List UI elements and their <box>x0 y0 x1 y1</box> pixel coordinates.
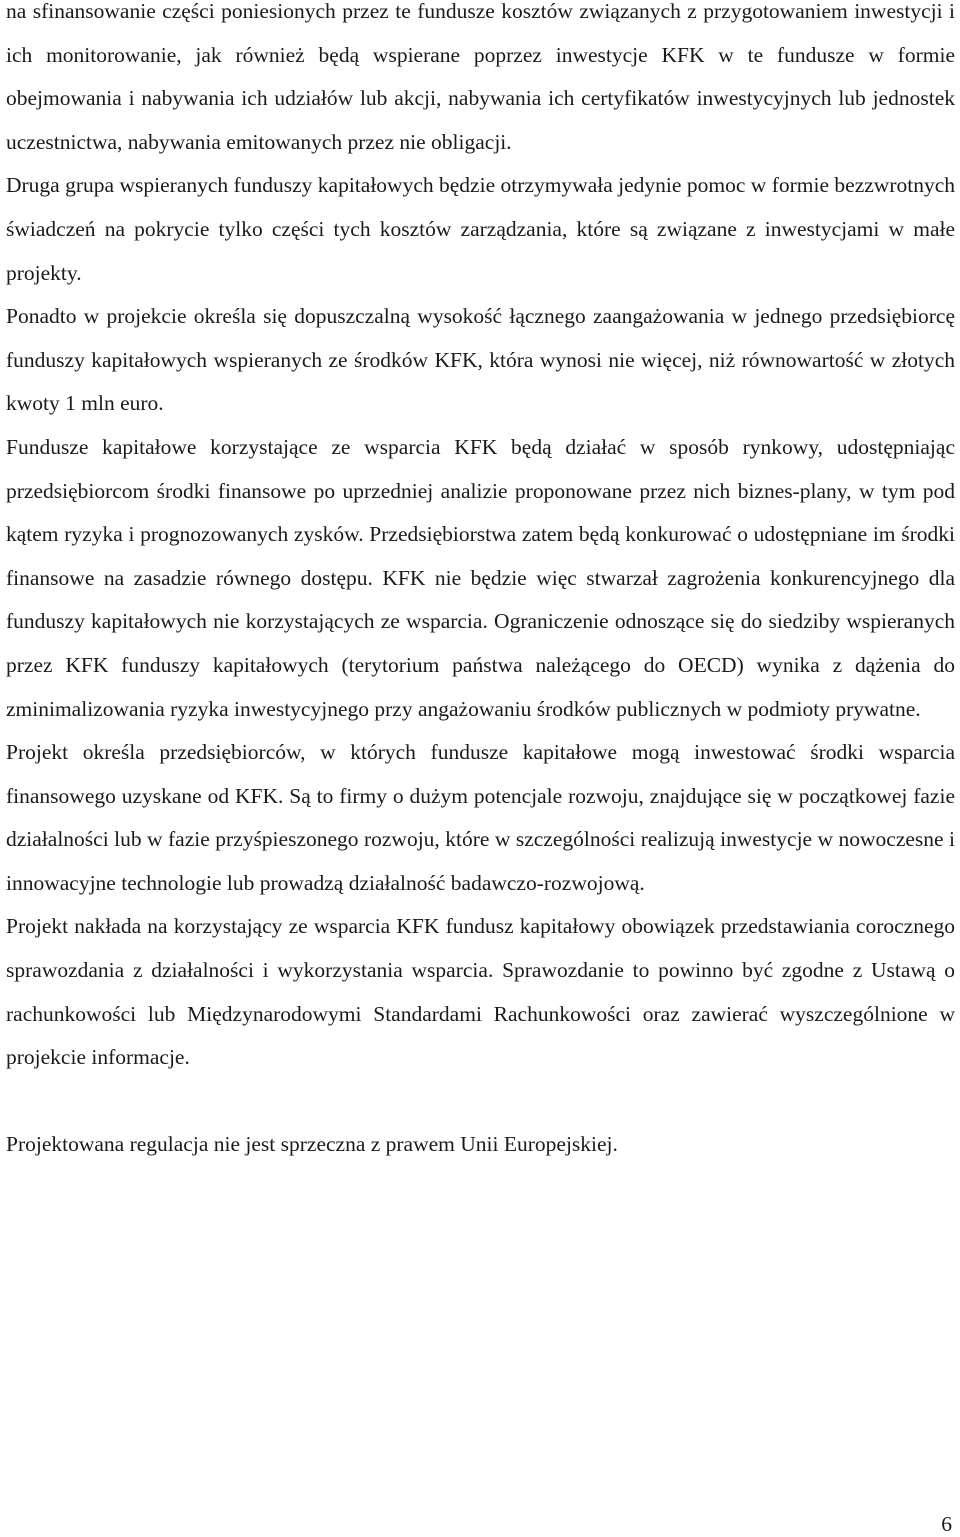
paragraph-market-operation: Fundusze kapitałowe korzystające ze wsparcia KFK będą działać w sposób rynkowy, udostępniając przedsiębiorcom środki finansowe po uprzedniej analizie proponowane przez nich biznes-plany, w tym pod kątem ryzyka i prognozowanych zysków. Przedsiębiorstwa zatem będą konkurować o udostępniane im środki finansowe na zasadzie równego dostępu. KFK nie będzie więc stwarzał zagrożenia konkurencyjnego dla funduszy kapitałowych nie korzystających ze wsparcia. Ograniczenie odnoszące się do siedziby wspieranych przez KFK funduszy kapitałowych (terytorium państwa należącego do OECD) wynika z dążenia do zminimalizowania ryzyka inwestycyjnego przy angażowaniu środków publicznych w podmioty prywatne. <box>6 434 955 721</box>
paragraph-eligible-entrepreneurs: Projekt określa przedsiębiorców, w których fundusze kapitałowe mogą inwestować środki wsparcia finansowego uzyskane od KFK. Są to firmy o dużym potencjale rozwoju, znajdujące się w początkowej fazie działalności lub w fazie przyśpieszonego rozwoju, które w szczególności realizują inwestycje w nowoczesne i innowacyjne technologie lub prowadzą działalność badawczo-rozwojową. <box>6 740 955 895</box>
paragraph-investment-limit: Ponadto w projekcie określa się dopuszczalną wysokość łącznego zaangażowania w jednego przedsiębiorcę funduszy kapitałowych wspieranych ze środków KFK, która wynosi nie więcej, niż równowartość w złotych kwoty 1 mln euro. <box>6 304 955 416</box>
paragraph-eu-compliance: Projektowana regulacja nie jest sprzeczna z prawem Unii Europejskiej. <box>6 1131 618 1156</box>
document-body <box>6 0 955 1166</box>
paragraph-financing-continuation: na sfinansowanie części poniesionych przez te fundusze kosztów związanych z przygotowaniem inwestycji i ich monitorowanie, jak również będą wspierane poprzez inwestycje KFK w te fundusze w formie obejmowania i nabywania ich udziałów lub akcji, nabywania ich certyfikatów inwestycyjnych lub jednostek uczestnictwa, nabywania emitowanych przez nie obligacji. <box>6 0 955 154</box>
page-number: 6 <box>941 1512 952 1536</box>
paragraph-second-fund-group: Druga grupa wspieranych funduszy kapitałowych będzie otrzymywała jedynie pomoc w formie bezzwrotnych świadczeń na pokrycie tylko części tych kosztów zarządzania, które są związane z inwestycjami w małe projekty. <box>6 173 955 285</box>
paragraph-reporting-obligation: Projekt nakłada na korzystający ze wsparcia KFK fundusz kapitałowy obowiązek przedstawiania corocznego sprawozdania z działalności i wykorzystania wsparcia. Sprawozdanie to powinno być zgodne z Ustawą o rachunkowości lub Międzynarodowymi Standardami Rachunkowości oraz zawierać wyszczególnione w projekcie informacje. <box>6 914 955 1070</box>
